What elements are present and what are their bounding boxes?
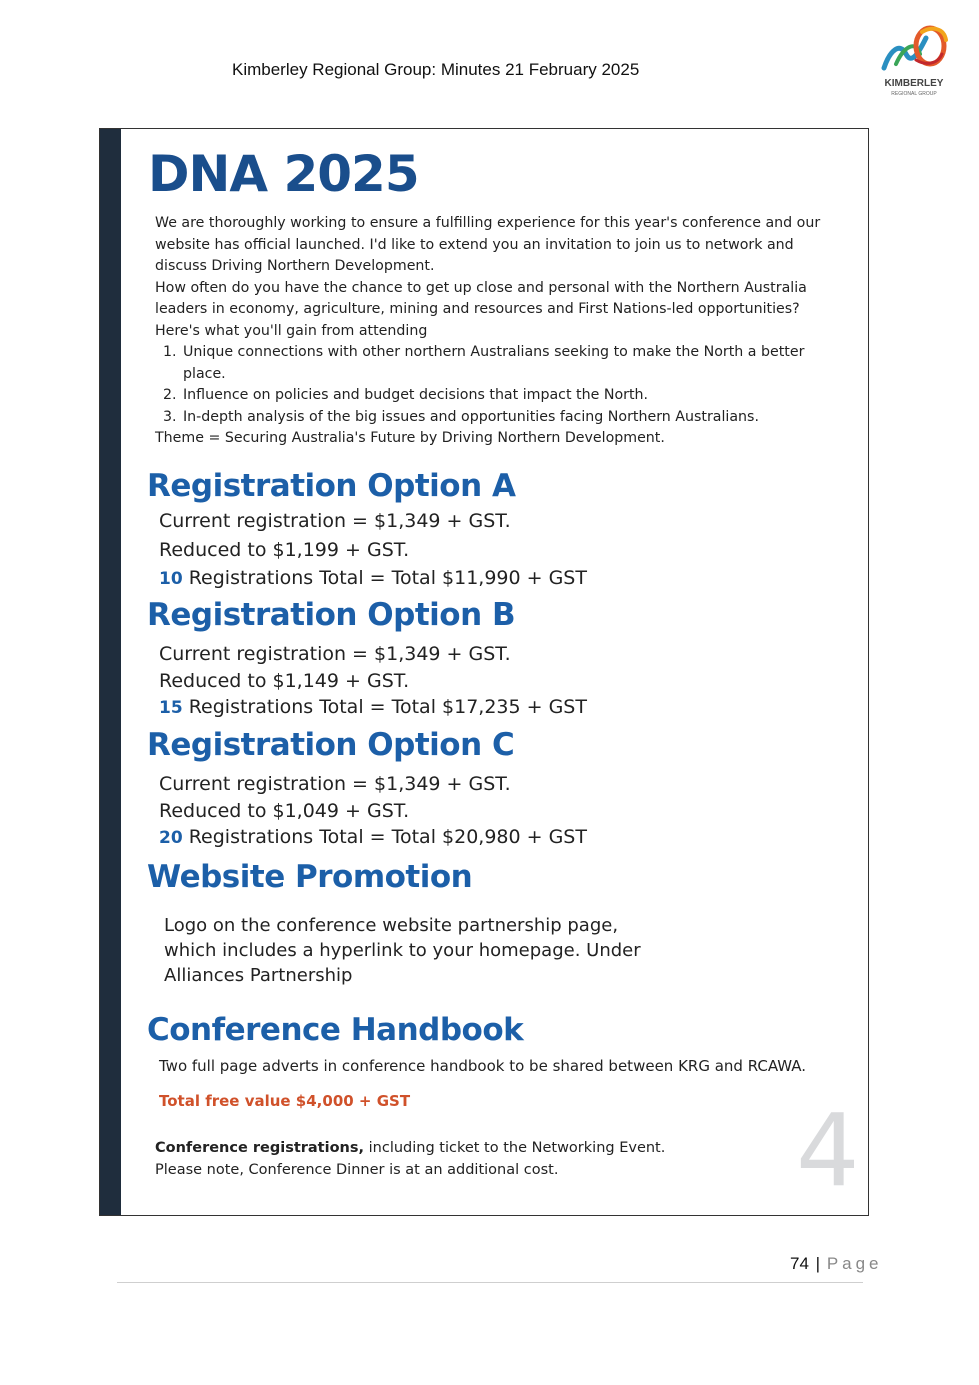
reduced-price: Reduced to $1,199 + GST. [159,538,410,561]
registration-note-line [155,1137,665,1159]
intro-paragraph: How often do you have the chance to get up close and personal with the Northern Australia leaders in economy, agriculture, mining and resources and First Nations-led opportunities? [155,279,807,317]
total-line [159,564,587,594]
intro-paragraph: We are thoroughly working to ensure a fulfilling experience for this year's conference and our website has official launched. I'd like to extend you an invitation to join us to network and discuss Driving Northern Development. [155,215,821,274]
total-text: Registrations Total = Total $17,235 + GST [182,696,587,718]
registration-count: 20 [159,828,183,848]
header-title: Kimberley Regional Group: Minutes 21 February 2025 [232,60,640,79]
logo-text: KIMBERLEY [884,78,944,89]
benefit-item: 2. Influence on policies and budget decisions that impact the North. [181,385,835,407]
intro-text [155,213,835,450]
option-b-heading: Registration Option B [147,597,516,633]
intro-paragraph: Here's what you'll gain from attending [155,322,428,339]
total-text: Registrations Total = Total $11,990 + GST [182,567,587,589]
option-c-details [159,771,587,852]
total-line [159,824,587,852]
reduced-price: Reduced to $1,049 + GST. [159,799,410,822]
registration-count: 15 [159,698,183,718]
page-footer [790,1254,883,1274]
flyer-page-number: 4 [796,1092,860,1209]
registration-note-line2: Please note, Conference Dinner is at an additional cost. [155,1162,559,1178]
flyer-title: DNA 2025 [148,145,419,203]
option-c-heading: Registration Option C [147,727,515,763]
promotion-line: Logo on the conference website partnership page, [164,915,619,936]
benefit-item: 3. In-depth analysis of the big issues and opportunities facing Northern Australians. [181,407,835,429]
total-line [159,694,587,722]
option-b-details [159,641,587,722]
total-text: Registrations Total = Total $20,980 + GST [182,826,587,848]
free-value-text: Total free value $4,000 + GST [159,1092,411,1110]
theme-line: Theme = Securing Australia's Future by Driving Northern Development. [155,430,665,446]
current-price: Current registration = $1,349 + GST. [159,510,511,532]
option-a-heading: Registration Option A [147,468,516,504]
kimberley-logo [876,20,952,100]
promotion-line: Alliances Partnership [164,965,353,986]
footer-divider [117,1282,863,1283]
logo-subtext: REGIONAL GROUP [891,91,937,97]
benefits-list [155,342,835,428]
handbook-text: Two full page adverts in conference handbook to be shared between KRG and RCAWA. [159,1057,807,1075]
option-a-details [159,507,587,594]
benefit-item: 1. Unique connections with other northern Australians seeking to make the North a better place. [181,342,835,385]
page-number: 74 [790,1254,809,1273]
current-price: Current registration = $1,349 + GST. [159,773,511,795]
side-accent-bar [100,129,121,1215]
page-word: Page [826,1254,883,1273]
conference-handbook-heading: Conference Handbook [147,1012,524,1048]
page-separator: | [815,1254,821,1273]
current-price: Current registration = $1,349 + GST. [159,643,511,665]
registration-count: 10 [159,569,183,589]
website-promotion-heading: Website Promotion [147,859,473,895]
logo-swirl-icon [876,20,952,80]
promotion-text [164,913,641,988]
promotion-line: which includes a hyperlink to your homepage. Under [164,940,641,961]
registration-note-bold: Conference registrations, [155,1140,365,1156]
registration-note [155,1137,665,1181]
reduced-price: Reduced to $1,149 + GST. [159,669,410,692]
registration-note-rest: including ticket to the Networking Event. [364,1140,666,1156]
dna-flyer [99,128,869,1216]
